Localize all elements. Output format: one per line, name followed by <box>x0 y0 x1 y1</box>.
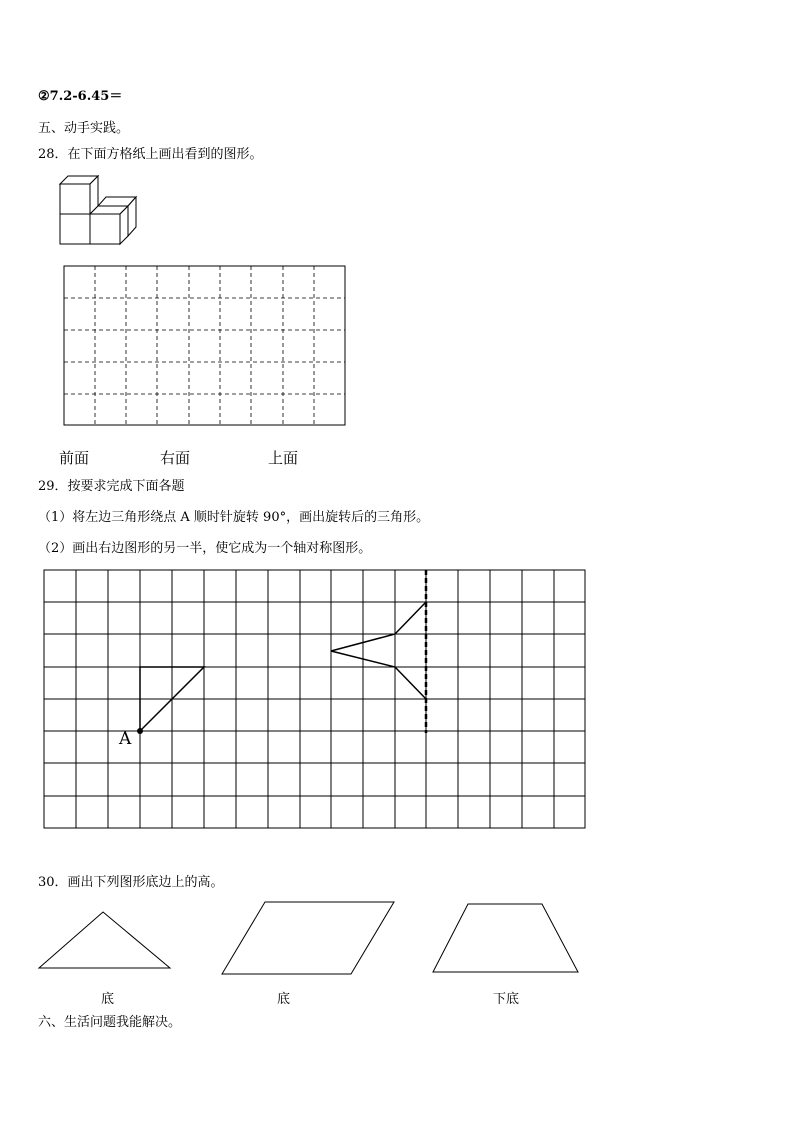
section-5-title: 五、动手实践。 <box>38 121 130 136</box>
cube-stack-figure <box>60 176 136 244</box>
triangle-shape <box>39 912 170 968</box>
partial-answer: ②7.2-6.45＝ <box>38 89 123 104</box>
section-6-title: 六、生活问题我能解决。 <box>38 1015 182 1030</box>
parallelogram-shape <box>222 902 394 974</box>
half-symmetric-shape <box>331 602 426 699</box>
square-grid-q29 <box>44 570 585 828</box>
label-right-view: 右面 <box>160 449 191 467</box>
label-top-view: 上面 <box>268 449 299 467</box>
label-front-view: 前面 <box>59 449 90 467</box>
trapezoid-shape <box>433 904 578 972</box>
question-30-text: 30．画出下列图形底边上的高。 <box>38 875 224 890</box>
dashed-grid-q28 <box>64 266 345 425</box>
question-29-text: 29．按要求完成下面各题 <box>38 479 185 494</box>
point-a-dot <box>137 728 143 734</box>
label-trapezoid-bottom-base: 下底 <box>493 992 520 1007</box>
question-28-text: 28．在下面方格纸上画出看到的图形。 <box>38 147 263 162</box>
label-parallelogram-base: 底 <box>277 992 291 1007</box>
point-a-label: A <box>119 729 132 749</box>
question-29-sub1: （1）将左边三角形绕点 A 顺时针旋转 90°，画出旋转后的三角形。 <box>38 510 430 525</box>
label-triangle-base: 底 <box>101 992 115 1007</box>
question-29-sub2: （2）画出右边图形的另一半，使它成为一个轴对称图形。 <box>38 541 372 556</box>
